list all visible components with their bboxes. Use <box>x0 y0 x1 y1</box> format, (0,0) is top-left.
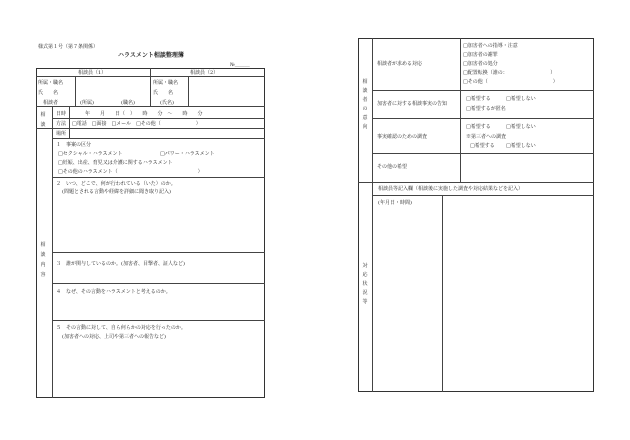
q1-option-power: □パワー・ハラスメント <box>160 151 215 157</box>
investigation-third-party: ※第三者への調査 <box>466 134 507 140</box>
investigation-label: 事実確認のための調査 <box>377 134 428 140</box>
q4-title: ４ なぜ、その言動をハラスメントと考えるのか。 <box>56 289 171 295</box>
consultant2-label: 相談員（2） <box>190 70 219 76</box>
name1-label: 氏 名 <box>38 90 59 96</box>
notify-label: 加害者に対する相談事実の告知 <box>377 101 448 107</box>
investigation-third-no: □希望しない <box>506 143 536 149</box>
page-title: ハラスメント相談整理簿 <box>118 52 184 59</box>
place-label: 場所 <box>56 131 67 137</box>
consult-label: 相談 <box>40 112 46 128</box>
datetime-label: 日時 <box>56 111 67 117</box>
q2-sub: (問題とされる言動や経緯を詳細に聞き取り記入) <box>62 189 171 195</box>
request-option-transfer: □配置転換（誰の： ） <box>463 70 556 76</box>
client-dept: (所属) <box>80 100 94 106</box>
request-option-guidance: □加害者への指導・注意 <box>463 43 518 49</box>
q1-option-other: □その他のハラスメント（ ） <box>58 169 203 175</box>
right-form-table <box>358 38 594 392</box>
intent-label: 相談者の意向 <box>362 79 368 130</box>
method-value: □電話 □面接 □メール □その他（ ） <box>72 121 201 127</box>
datetime-value: 年 月 日（ ） 時 分 ～ 時 分 <box>85 111 203 117</box>
q5-sub: (加害者への対応、上司や第三者への報告など) <box>62 334 166 340</box>
request-option-other: □その他（ ） <box>463 79 558 85</box>
investigation-no: □希望しない <box>506 124 536 130</box>
notify-no: □希望しない <box>506 96 536 102</box>
q5-title: ５ その言動に対して、自ら何らかの対応を行ったのか。 <box>56 325 186 331</box>
other-wishes-label: その他の希望 <box>377 164 408 170</box>
consultant1-label: 相談員（1） <box>78 70 107 76</box>
number-label: №＿＿＿ <box>230 62 250 68</box>
name2-label: 氏 名 <box>153 90 174 96</box>
notify-yes: □希望する <box>466 96 491 102</box>
client-name: (氏名) <box>160 100 174 106</box>
q1-option-maternity: □妊娠、出産、育児又は介護に関するハラスメント <box>58 160 173 166</box>
form-label: 様式第１号（第７条関係） <box>38 44 99 50</box>
q1-title: １ 事案の区分 <box>56 142 92 148</box>
request-option-apology: □加害者の謝罪 <box>463 52 498 58</box>
content-label: 相談内容 <box>40 242 46 278</box>
request-option-discipline: □加害者の処分 <box>463 61 498 67</box>
q3-title: ３ 誰が関与しているのか。(加害者、目撃者、証人など) <box>56 261 185 267</box>
dept2-label: 所属・職名 <box>153 80 179 86</box>
request-label: 相談者が求める対応 <box>377 61 423 67</box>
entry-label: 相談員等記入欄（相談後に実施した調査や対応結果などを記入） <box>378 186 524 192</box>
dept1-label: 所属・職名 <box>38 80 64 86</box>
investigation-third-yes: □希望する <box>470 143 495 149</box>
q1-option-sexual: □セクシャル・ハラスメント <box>58 151 123 157</box>
client-title: (職名) <box>121 100 135 106</box>
date-time-label: (年月日・時間) <box>378 200 412 206</box>
response-label: 対応状況等 <box>362 263 368 305</box>
investigation-yes: □希望する <box>466 124 491 130</box>
notify-anonymous: □希望するが匿名 <box>466 106 506 112</box>
q2-title: ２ いつ、どこで、何が行われている（いた）のか。 <box>56 181 176 187</box>
client-label: 相談者 <box>43 100 59 106</box>
method-label: 方法 <box>56 121 67 127</box>
